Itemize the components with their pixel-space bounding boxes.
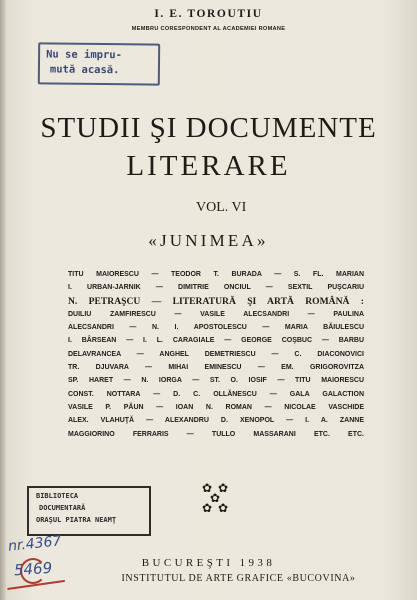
series-name: «JUNIMEA» <box>148 231 269 250</box>
inventory-number-handwritten-2: 5469 <box>13 558 53 580</box>
volume-number: VOL. VI <box>196 200 247 215</box>
book-title-line2: LITERARE <box>126 150 291 182</box>
library-stamp-line1: BIBLIOTECA <box>36 492 79 500</box>
contents-list <box>68 268 364 441</box>
author-title: MEMBRU CORESPONDENT AL ACADEMIEI ROMANE <box>131 26 286 32</box>
library-stamp-line3: ORAŞUL PIATRA NEAMŢ <box>36 516 117 524</box>
contents-line: I. BÂRSEAN — I. L. CARAGIALE — GEORGE COŞBUC — BARBU <box>68 337 364 345</box>
imprint-place-year: BUCUREŞTI 1938 <box>141 557 276 569</box>
contents-line: TITU MAIORESCU — TEODOR T. BURADA — S. FL. MARIAN <box>68 271 364 278</box>
contents-line: ALECSANDRI — N. I. APOSTOLESCU — MARIA BĂIULESCU <box>68 324 364 332</box>
contents-line: ALEX. VLAHUŢĂ — ALEXANDRU D. XENOPOL — I. A. ZANNE <box>68 417 364 425</box>
book-title-line1: STUDII ŞI DOCUMENTE <box>40 112 377 144</box>
author-name: I. E. TOROUTIU <box>154 8 263 20</box>
no-lending-stamp-line1: Nu se impru- <box>46 48 123 62</box>
contents-line: VASILE P. PĂUN — IOAN N. ROMAN — NICOLAE VASCHIDE <box>68 403 364 411</box>
imprint-publisher: INSTITUTUL DE ARTE GRAFICE «BUCOVINA» <box>121 573 356 584</box>
library-stamp-line2: DOCUMENTARĂ <box>39 504 86 512</box>
contents-line: DUILIU ZAMFIRESCU — VASILE ALECSANDRI — PAULINA <box>68 310 364 318</box>
flower-ornament-icon: ✿ ✿ ✿ ✿ ✿ <box>202 481 229 515</box>
contents-line: TR. DJUVARA — MIHAI EMINESCU — EM. GRIGOROVITZA <box>68 364 364 372</box>
contents-line: CONST. NOTTARA — D. C. OLLĂNESCU — GALA GALACTION <box>68 390 364 398</box>
contents-line: N. PETRAŞCU — LITERATURĂ ŞI ARTĂ ROMÂNĂ : <box>68 295 364 307</box>
contents-line: SP. HARET — N. IORGA — ST. O. IOSIF — TITU MAIORESCU <box>68 377 364 385</box>
contents-line: I. URBAN-JARNIK — DIMITRIE ONCIUL — SEXTIL PUŞCARIU <box>68 284 364 292</box>
no-lending-stamp <box>38 42 160 85</box>
no-lending-stamp-line2: mută acasă. <box>49 63 120 77</box>
library-stamp <box>27 486 151 536</box>
contents-line: DELAVRANCEA — ANGHEL DEMETRIESCU — C. DIACONOVICI <box>68 350 364 358</box>
inventory-number-handwritten: nr.4367 <box>7 533 63 555</box>
contents-line: MAGGIORINO FERRARIS — TULLO MASSARANI ETC. ETC. <box>68 430 364 438</box>
page-binding-edge <box>0 0 6 600</box>
